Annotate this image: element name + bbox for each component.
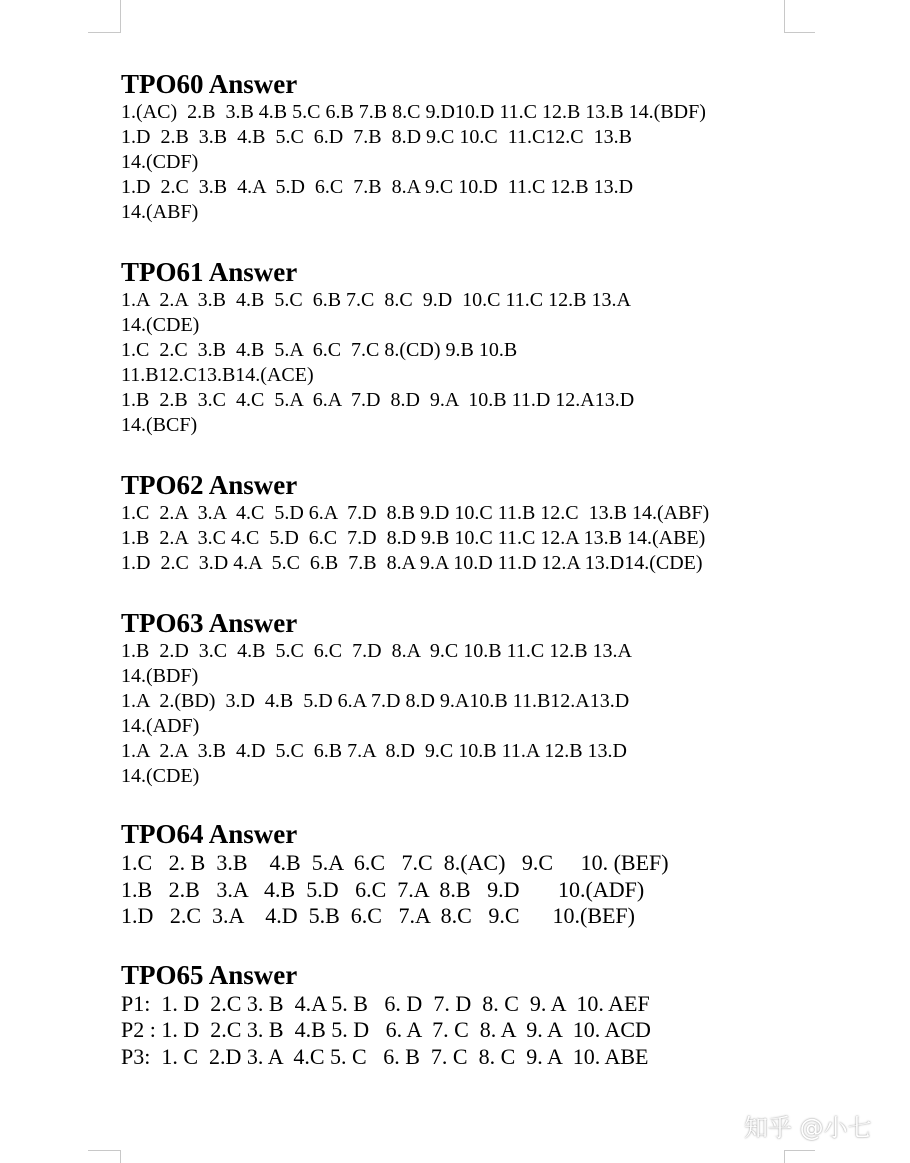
watermark: 知乎 @小七 — [744, 1114, 872, 1142]
answer-line: 14.(ABF) — [121, 201, 199, 223]
section-title: TPO64 Answer — [121, 819, 298, 849]
crop-mark-bottom-right — [784, 1150, 815, 1163]
section-title: TPO61 Answer — [121, 257, 298, 287]
answer-line: 1.B 2.B 3.C 4.C 5.A 6.A 7.D 8.D 9.A 10.B 11.D 12.A13.D — [121, 389, 635, 411]
crop-mark-bottom-left — [88, 1150, 121, 1163]
section-tpo60 — [121, 68, 821, 225]
section-tpo62 — [121, 469, 821, 576]
answer-line: 1.B 2.B 3.A 4.B 5.D 6.C 7.A 8.B 9.D 10.(ADF) — [121, 876, 645, 902]
section-tpo63 — [121, 607, 821, 789]
answer-line: 1.D 2.C 3.D 4.A 5.C 6.B 7.B 8.A 9.A 10.D 11.D 12.A 13.D14.(CDE) — [121, 552, 703, 574]
section-tpo65 — [121, 959, 821, 1071]
answer-line: 1.B 2.D 3.C 4.B 5.C 6.C 7.D 8.A 9.C 10.B 11.C 12.B 13.A — [121, 640, 632, 662]
section-title: TPO65 Answer — [121, 959, 298, 990]
answer-key-content — [121, 68, 821, 1070]
answer-line: 1.C 2.C 3.B 4.B 5.A 6.C 7.C 8.(CD) 9.B 10.B — [121, 339, 518, 361]
answer-line: 14.(ADF) — [121, 715, 200, 737]
crop-mark-top-right — [784, 0, 815, 33]
answer-line: 14.(BDF) — [121, 665, 199, 687]
answer-line: 1.D 2.C 3.A 4.D 5.B 6.C 7.A 8.C 9.C 10.(BEF) — [121, 903, 635, 928]
section-title: TPO63 Answer — [121, 608, 298, 638]
answer-line: 1.C 2. B 3.B 4.B 5.A 6.C 7.C 8.(AC) 9.C 10. (BEF) — [121, 850, 669, 875]
answer-line: P3: 1. C 2.D 3. A 4.C 5. C 6. B 7. C 8. C 9. A 10. ABE — [121, 1043, 649, 1069]
answer-line: 1.A 2.A 3.B 4.D 5.C 6.B 7.A 8.D 9.C 10.B 11.A 12.B 13.D — [121, 740, 627, 762]
crop-mark-top-left — [88, 0, 121, 33]
answer-line: P1: 1. D 2.C 3. B 4.A 5. B 6. D 7. D 8. C 9. A 10. AEF — [121, 990, 650, 1016]
answer-line: P2 : 1. D 2.C 3. B 4.B 5. D 6. A 7. C 8. A 9. A 10. ACD — [121, 1017, 651, 1042]
section-title: TPO60 Answer — [121, 69, 298, 99]
answer-line: 1.A 2.(BD) 3.D 4.B 5.D 6.A 7.D 8.D 9.A10.B 11.B12.A13.D — [121, 690, 630, 712]
answer-line: 1.D 2.B 3.B 4.B 5.C 6.D 7.B 8.D 9.C 10.C 11.C12.C 13.B — [121, 126, 632, 148]
answer-line: 1.D 2.C 3.B 4.A 5.D 6.C 7.B 8.A 9.C 10.D 11.C 12.B 13.D — [121, 176, 634, 198]
answer-line: 14.(CDE) — [121, 314, 200, 336]
answer-line: 14.(BCF) — [121, 414, 198, 436]
answer-line: 1.B 2.A 3.C 4.C 5.D 6.C 7.D 8.D 9.B 10.C 11.C 12.A 13.B 14.(ABE) — [121, 527, 706, 549]
answer-line: 1.A 2.A 3.B 4.B 5.C 6.B 7.C 8.C 9.D 10.C 11.C 12.B 13.A — [121, 289, 631, 311]
answer-line: 14.(CDE) — [121, 765, 200, 787]
answer-line: 11.B12.C13.B14.(ACE) — [121, 364, 314, 386]
section-title: TPO62 Answer — [121, 470, 298, 500]
section-tpo61 — [121, 256, 821, 438]
section-tpo64 — [121, 818, 821, 930]
answer-line: 1.C 2.A 3.A 4.C 5.D 6.A 7.D 8.B 9.D 10.C 11.B 12.C 13.B 14.(ABF) — [121, 502, 710, 524]
answer-line: 1.(AC) 2.B 3.B 4.B 5.C 6.B 7.B 8.C 9.D10.D 11.C 12.B 13.B 14.(BDF) — [121, 101, 706, 123]
answer-line: 14.(CDF) — [121, 151, 199, 173]
